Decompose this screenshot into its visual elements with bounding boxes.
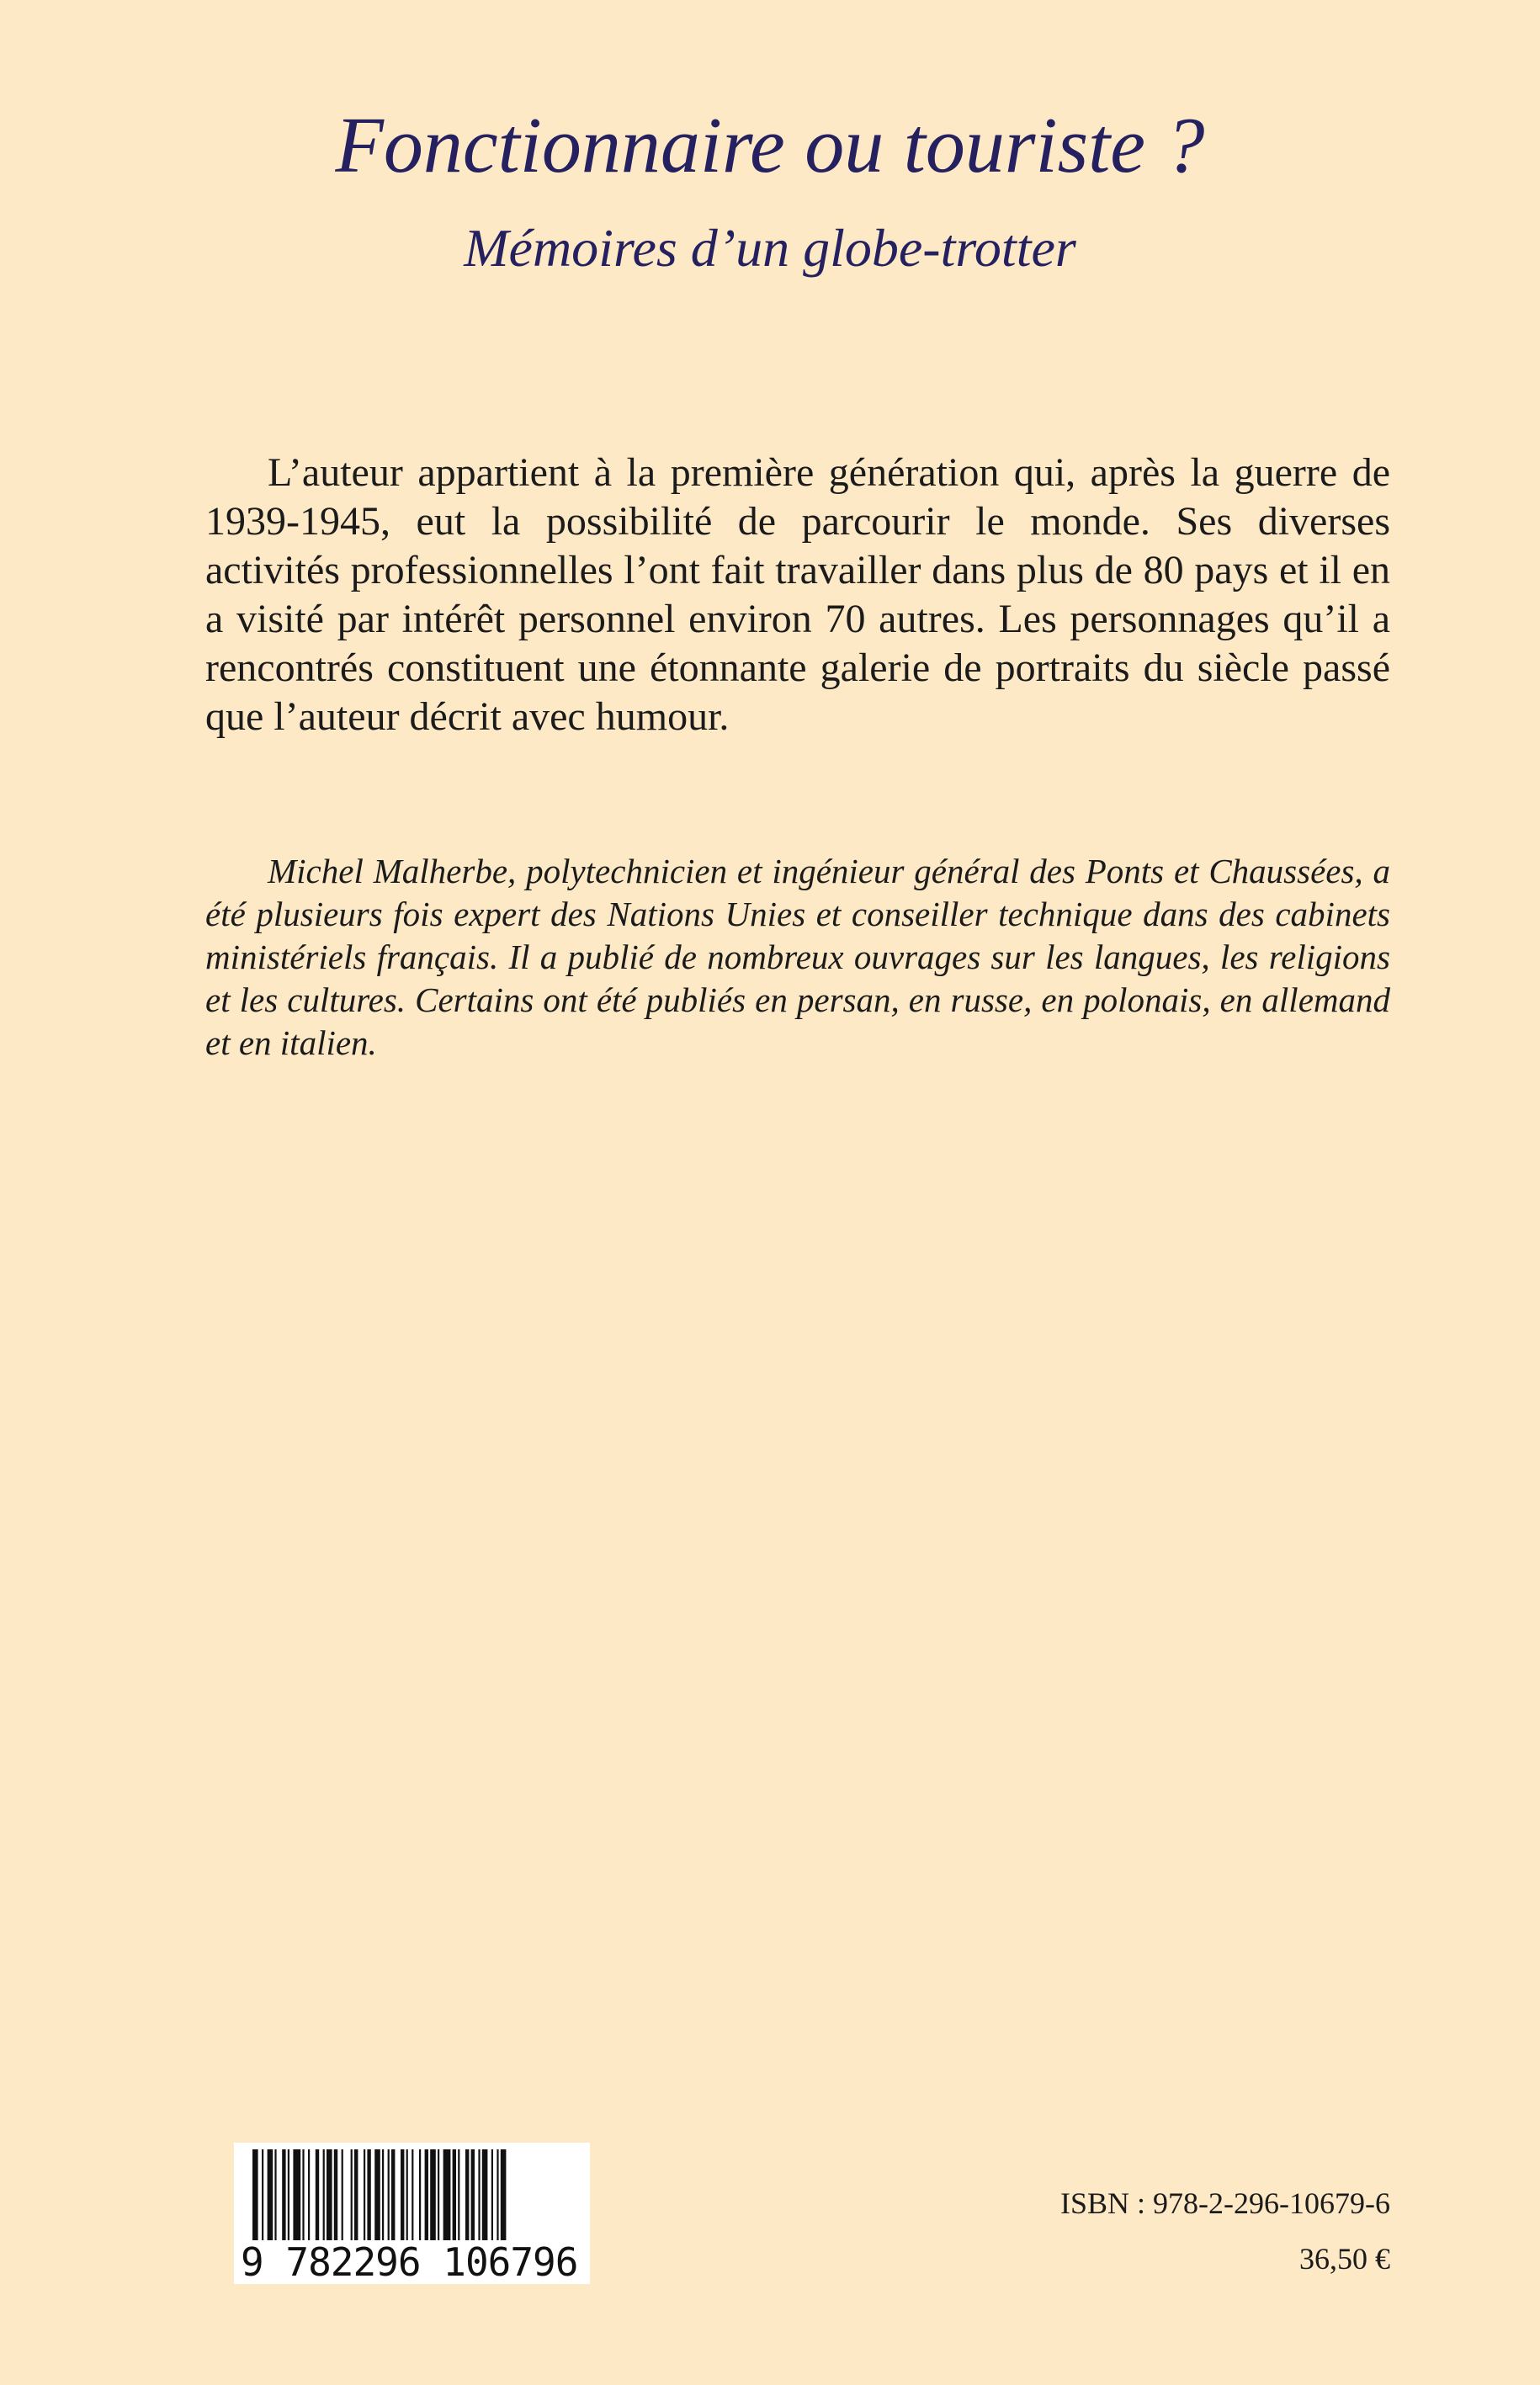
barcode-bar [374,2149,380,2240]
barcode-bar [274,2149,276,2240]
book-subtitle: Mémoires d’un globe-trotter [464,218,1076,278]
barcode-bar [453,2149,456,2240]
barcode-bar [367,2149,370,2240]
barcode-bar [268,2149,273,2240]
barcode-bar [323,2149,325,2240]
barcode-bar [262,2149,263,2240]
barcode-bar [327,2149,332,2240]
barcode-digits: 9 782296 106796 [241,2239,578,2285]
barcode-bar [282,2149,285,2240]
barcode-bar [308,2149,310,2240]
isbn-label: ISBN : 978-2-296-10679-6 [1060,2186,1390,2220]
barcode-bar [458,2149,459,2240]
barcode-bar [334,2149,337,2240]
price-label: 36,50 € [1299,2242,1390,2276]
barcode-bar [293,2149,300,2240]
author-bio: Michel Malherbe, polytechnicien et ingénieur général des Ponts et Chaussées, a été plusieurs fois expert des Nations Unies et conseiller technique dans des cabinets ministériels français. Il a publié de nombreux ouvrages sur les langues, les religions et les cultures. Certains ont été publiés en persan, en russe, en polonais, en allemand et en italien. [205,852,1390,1062]
barcode-bar [501,2149,507,2240]
barcode-bar [382,2149,384,2240]
barcode-bar [354,2149,358,2240]
barcode-bar [252,2149,258,2240]
barcode-bar [406,2149,408,2240]
barcode-bar [497,2149,498,2240]
barcode-bar [288,2149,289,2240]
barcode-bar [471,2149,475,2240]
barcode-bar [443,2149,451,2240]
barcode-bar [419,2149,421,2240]
barcode-bars [241,2149,584,2240]
barcode-bar [465,2149,469,2240]
book-title: Fonctionnaire ou touriste ? [335,102,1205,189]
barcode-bar [302,2149,304,2240]
barcode [234,2143,590,2284]
barcode-bar [364,2149,365,2240]
book-blurb: L’auteur appartient à la première génération qui, après la guerre de 1939-1945, eut la possibilité de parcourir le monde. Ses diverses activités professionnelles l’ont fait travailler dans plus de 80 pays et il en a visité par intérêt personnel environ 70 autres. Les personnages qu’il a rencontrés constituent une étonnante galerie de portraits du siècle passé que l’auteur décrit avec humour. [205,450,1390,739]
barcode-bar [342,2149,343,2240]
barcode-bar [401,2149,404,2240]
barcode-bar [425,2149,428,2240]
barcode-bar [316,2149,319,2240]
barcode-bar [388,2149,390,2240]
barcode-bar [391,2149,395,2240]
barcode-bar [438,2149,439,2240]
barcode-bar [412,2149,413,2240]
barcode-bar [491,2149,493,2240]
barcode-bar [478,2149,480,2240]
barcode-bar [482,2149,488,2240]
barcode-bar [351,2149,353,2240]
barcode-bar [430,2149,436,2240]
